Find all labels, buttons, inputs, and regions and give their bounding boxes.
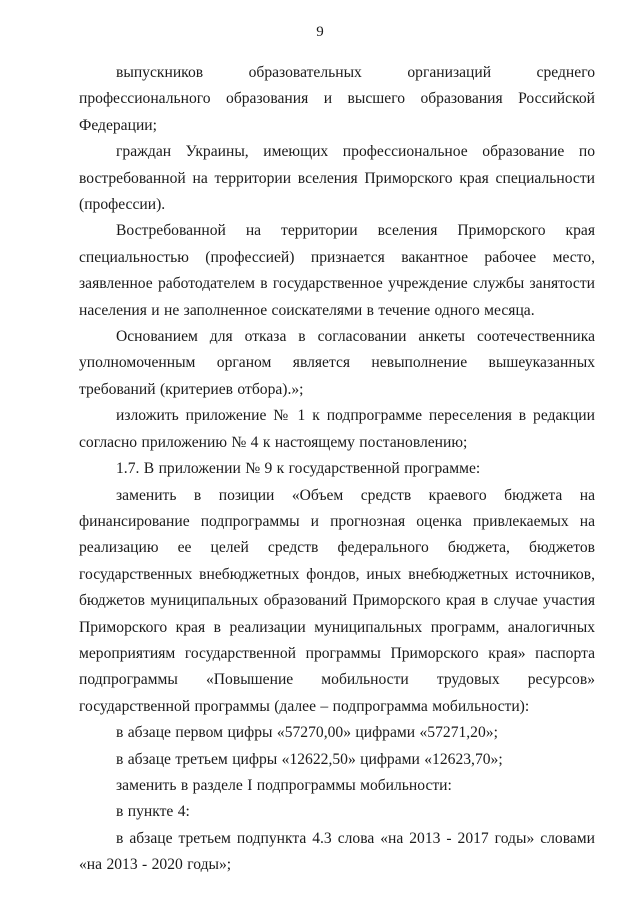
paragraph-ukraine-citizens: граждан Украины, имеющих профессиональное образование по востребованной на территории вселения Приморского края специальности (профессии). — [79, 143, 595, 214]
paragraph-section-1-7: 1.7. В приложении № 9 к государственной программе: — [116, 460, 481, 478]
paragraph-demanded-specialty: Востребованной на территории вселения Приморского края специальностью (профессией) признается вакантное рабочее место, заявленное работодателем в государственное учреждение службы занятости населения и не заполненное соискателями в течение одного месяца. — [79, 222, 595, 319]
paragraph-appendix-1: изложить приложение № 1 к подпрограмме переселения в редакции согласно приложению № 4 к настоящему постановлению; — [79, 407, 595, 451]
paragraph-graduates: выпускников образовательных организаций среднего профессионального образования и высшего образования Российской Федерации; — [79, 64, 595, 134]
paragraph-point-4: в пункте 4: — [116, 803, 190, 821]
paragraph-refusal-grounds: Основанием для отказа в согласовании анкеты соотечественника уполномоченным органом является невыполнение вышеуказанных требований (критериев отбора).»; — [79, 328, 595, 398]
paragraph-first-abzac: в абзаце первом цифры «57270,00» цифрами «57271,20»; — [116, 724, 498, 742]
paragraph-subpoint-4-3: в абзаце третьем подпункта 4.3 слова «на 2013 - 2017 годы» словами «на 2013 - 2020 годы»; — [79, 829, 595, 874]
paragraph-section-i: заменить в разделе I подпрограммы мобильности: — [116, 776, 452, 794]
paragraph-third-abzac: в абзаце третьем цифры «12622,50» цифрами «12623,70»; — [116, 750, 503, 768]
paragraph-replace-position: заменить в позиции «Объем средств краевого бюджета на финансирование подпрограммы и прогнозная оценка привлекаемых на реализацию ее целей средств федерального бюджета, бюджетов государственных внебюджетных фондов, иных внебюджетных источников, бюджетов муниципальных образований Приморского края в случае участия Приморского края в реализации муниципальных программ, аналогичных мероприятиям государственной программы Приморского края» паспорта подпрограммы «Повышение мобильности трудовых ресурсов» государственной программы (далее – подпрограмма мобильности): — [79, 486, 595, 715]
page-number: 9 — [316, 24, 324, 40]
document-body — [79, 60, 595, 879]
